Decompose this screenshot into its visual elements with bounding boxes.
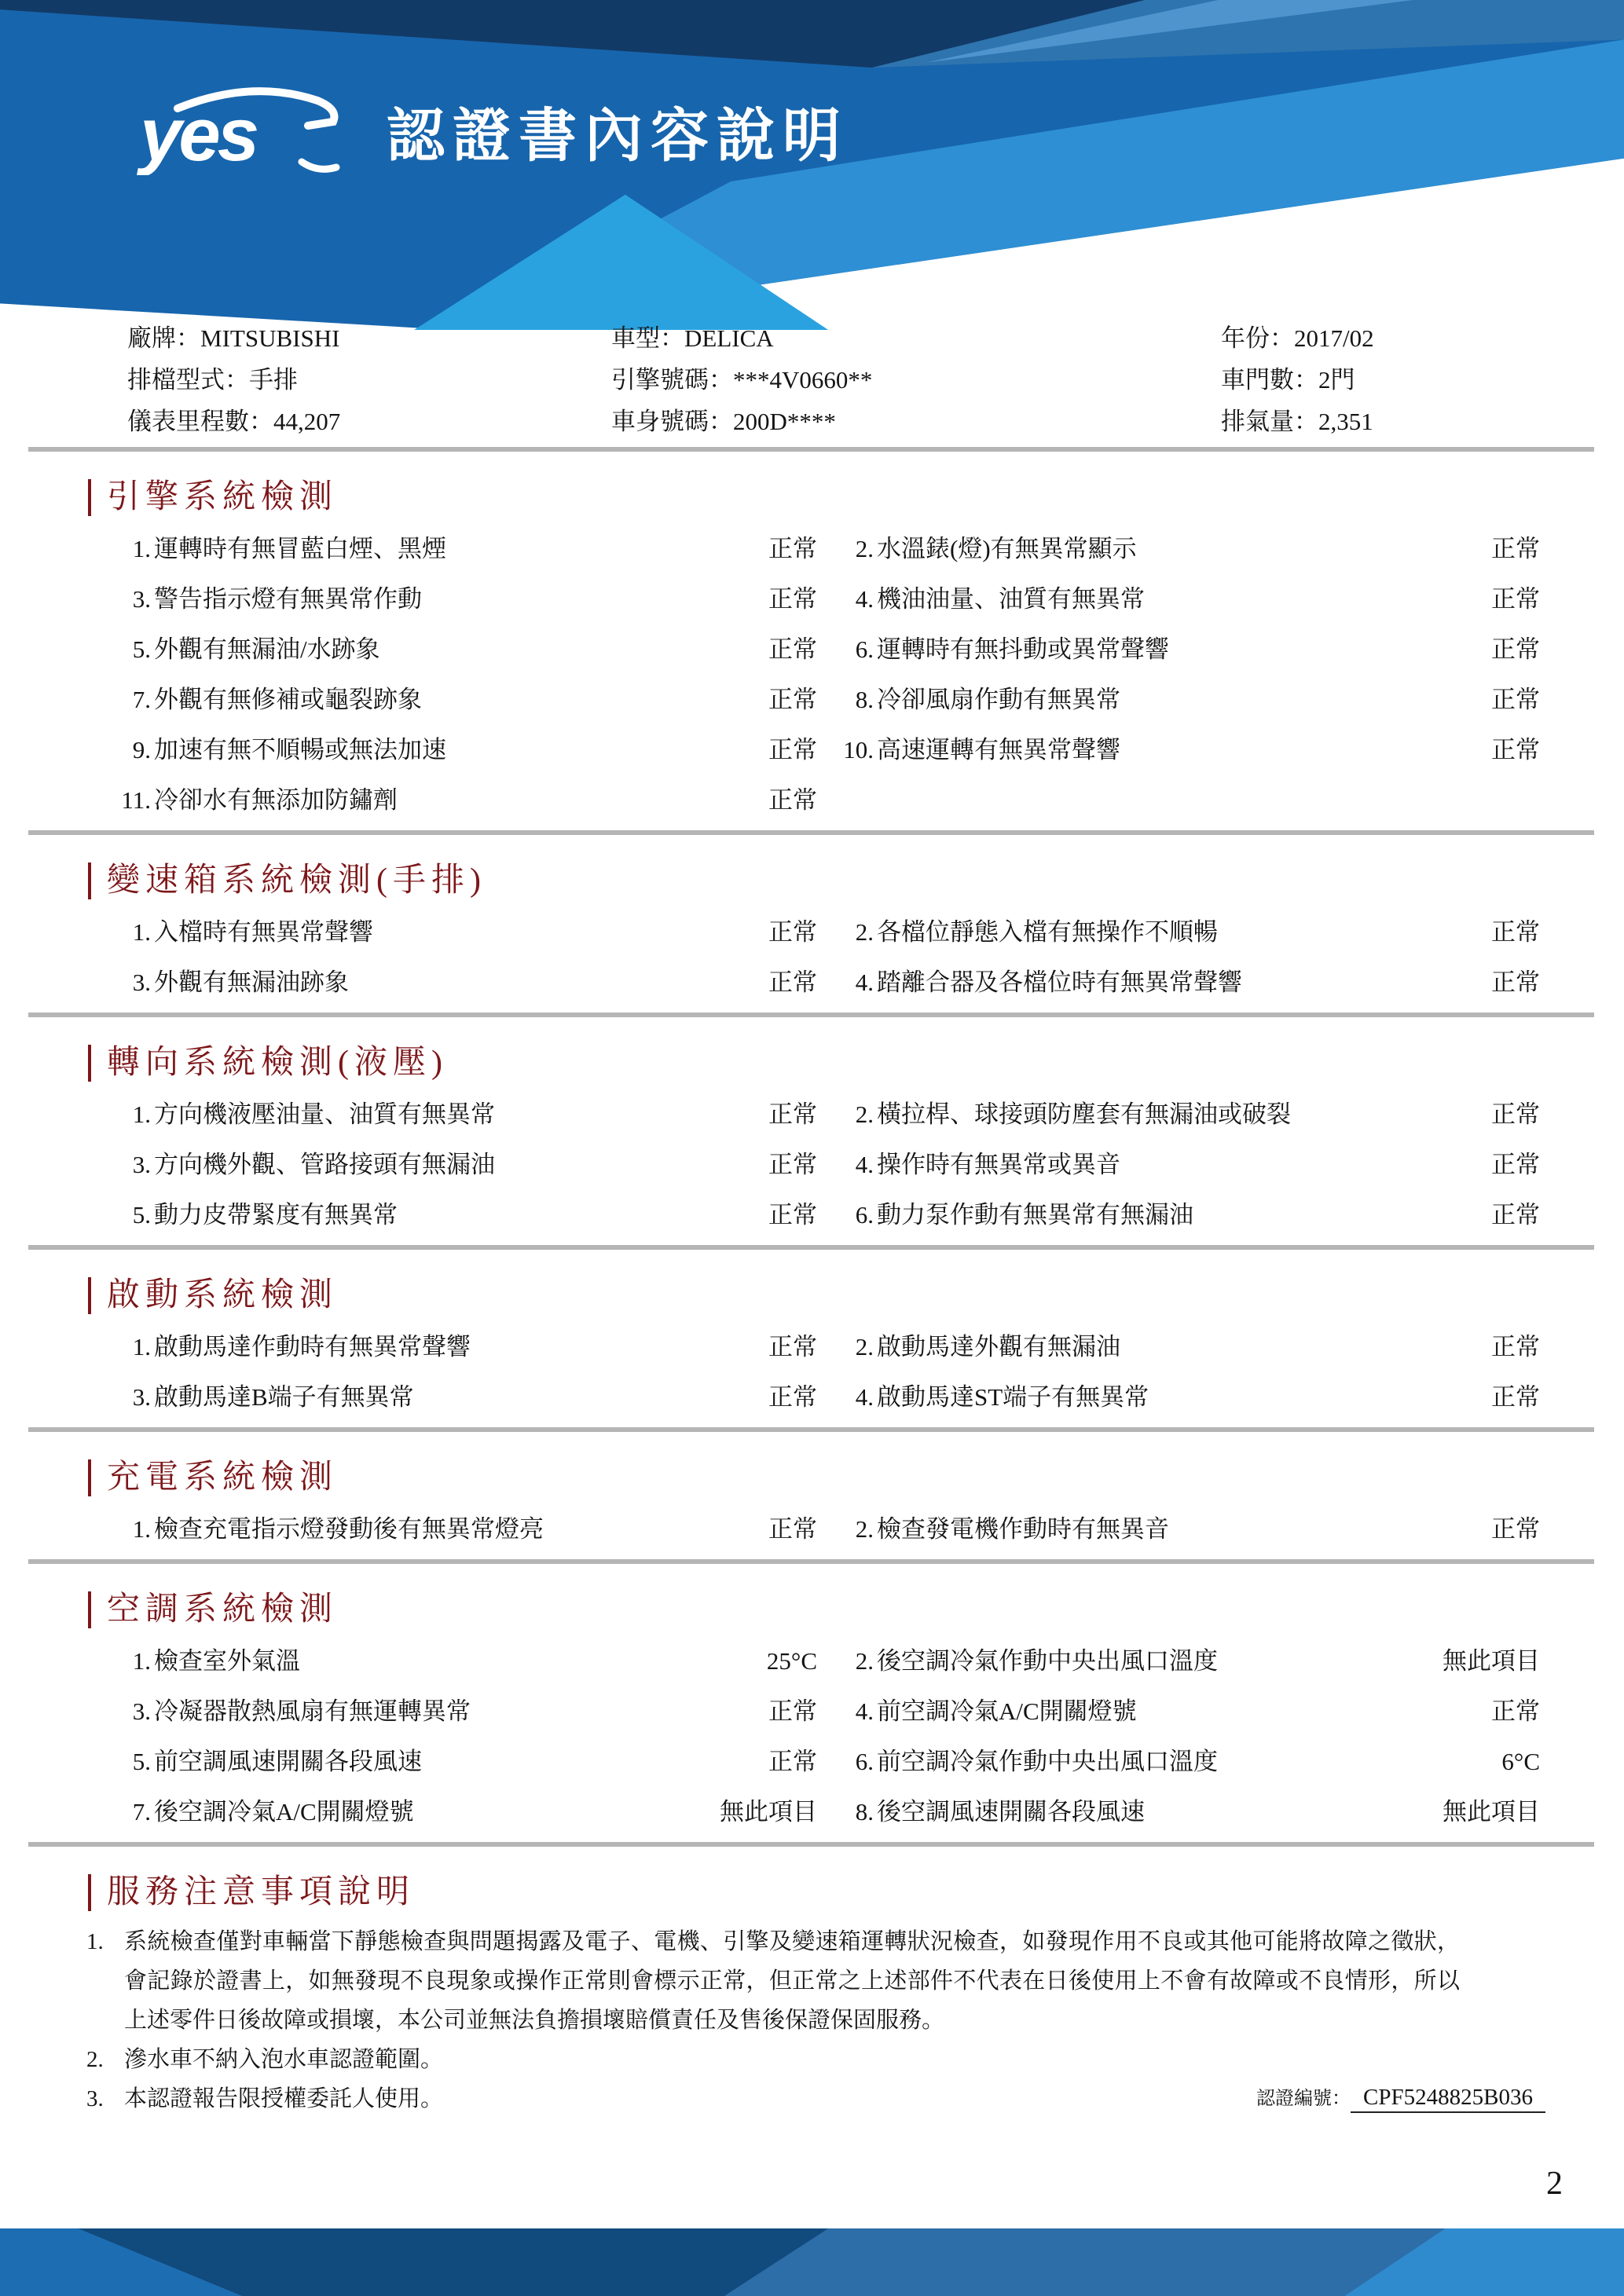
info-label: 車型: [611, 324, 660, 352]
info-value: 200D****: [733, 408, 836, 435]
item-status: 正常: [1491, 1383, 1540, 1411]
inspection-row: [0, 1372, 1624, 1423]
item-number: 9.: [132, 736, 151, 764]
inspection-item: [110, 1737, 817, 1787]
item-status: 正常: [768, 969, 817, 996]
inspection-item: [110, 958, 817, 1008]
item-text: 冷凝器散熱風扇有無運轉異常: [154, 1697, 471, 1725]
item-number: 4.: [855, 1383, 874, 1411]
divider: [28, 447, 1594, 452]
info-label: 車身號碼: [611, 408, 709, 435]
section-items: [0, 907, 1624, 1008]
section-heading: [88, 859, 1624, 903]
item-text: 後空調冷氣A/C開關燈號: [154, 1798, 414, 1825]
inspection-item: [833, 958, 1540, 1008]
info-label: 年份: [1221, 324, 1270, 352]
certificate-number: CPF5248825B036: [1351, 2085, 1545, 2113]
item-status: 正常: [768, 1333, 817, 1360]
section-heading: [88, 475, 1624, 519]
inspection-row: [0, 958, 1624, 1008]
info-separator: ：: [249, 408, 273, 435]
item-status: 正常: [768, 1100, 817, 1128]
item-text: 警告指示燈有無異常作動: [154, 585, 422, 613]
item-status: 正常: [1491, 1201, 1540, 1229]
info-label: 車門數: [1221, 366, 1294, 394]
item-text: 動力皮帶緊度有無異常: [154, 1201, 398, 1229]
item-number: 5.: [132, 1201, 151, 1229]
logo-text: yes: [140, 93, 257, 175]
inspection-item: [110, 524, 817, 574]
section-items: [0, 1322, 1624, 1423]
inspection-item: [110, 675, 817, 725]
item-text: 檢查室外氣溫: [154, 1647, 300, 1675]
item-number: 4.: [855, 969, 874, 996]
inspection-item: [833, 1636, 1540, 1686]
item-status: 正常: [1491, 686, 1540, 713]
section-heading: [88, 1587, 1624, 1631]
item-status: 正常: [1491, 1515, 1540, 1543]
divider: [28, 1842, 1594, 1847]
inspection-item: [110, 1372, 817, 1423]
info-value: 2,351: [1318, 408, 1373, 435]
item-text: 水溫錶(燈)有無異常顯示: [877, 535, 1137, 562]
item-status: 正常: [768, 918, 817, 946]
vehicle-info-cell: [1221, 317, 1624, 359]
item-text: 前空調風速開關各段風速: [154, 1748, 422, 1775]
item-number: 6.: [855, 635, 874, 663]
info-separator: ：: [660, 324, 684, 352]
item-number: 1.: [132, 1100, 151, 1128]
info-separator: ：: [1294, 408, 1318, 435]
section-items: [0, 1504, 1624, 1554]
item-number: 1.: [132, 1515, 151, 1543]
item-status: 正常: [1491, 1100, 1540, 1128]
inspection-item: [833, 725, 1540, 775]
item-text: 外觀有無漏油/水跡象: [154, 635, 380, 663]
page-title: 認證書內容說明: [387, 103, 849, 168]
item-text: 檢查發電機作動時有無異音: [877, 1515, 1169, 1543]
item-text: 運轉時有無冒藍白煙、黑煙: [154, 535, 446, 562]
item-text: 前空調冷氣A/C開關燈號: [877, 1697, 1137, 1725]
item-number: 1.: [132, 535, 151, 562]
item-status: 正常: [768, 686, 817, 713]
section-bar: [88, 862, 91, 899]
vehicle-info-row: [127, 401, 1624, 442]
note-item: [86, 2040, 1624, 2079]
inspection-item: [833, 775, 1540, 826]
info-value: 2017/02: [1294, 324, 1374, 352]
vehicle-info-row: [127, 317, 1624, 359]
inspection-row: [0, 675, 1624, 725]
section-items: [0, 524, 1624, 826]
item-text: 運轉時有無抖動或異常聲響: [877, 635, 1169, 663]
item-number: 8.: [855, 686, 874, 713]
info-value: MITSUBISHI: [200, 324, 340, 352]
note-number: 2.: [86, 2047, 104, 2072]
item-number: 4.: [855, 1151, 874, 1178]
section-title: 空調系統檢測: [107, 1591, 339, 1628]
item-status: 正常: [1491, 736, 1540, 764]
item-number: 3.: [132, 969, 151, 996]
inspection-row: [0, 1737, 1624, 1787]
inspection-item: [833, 1140, 1540, 1190]
divider: [28, 1427, 1594, 1432]
inspection-item: [833, 1190, 1540, 1240]
inspection-item: [110, 1636, 817, 1686]
item-number: 3.: [132, 1151, 151, 1178]
item-text: 後空調風速開關各段風速: [877, 1798, 1145, 1825]
section-title: 變速箱系統檢測(手排): [107, 862, 486, 899]
section-items: [0, 1636, 1624, 1837]
inspection-item: [110, 725, 817, 775]
info-separator: ：: [225, 366, 249, 394]
info-label: 儀表里程數: [127, 408, 249, 435]
vehicle-info-cell: [611, 359, 1221, 401]
item-number: 10.: [843, 736, 874, 764]
item-status: 無此項目: [1443, 1798, 1540, 1825]
item-status: 正常: [768, 1748, 817, 1775]
inspection-row: [0, 1322, 1624, 1372]
info-label: 排氣量: [1221, 408, 1294, 435]
item-text: 前空調冷氣作動中央出風口溫度: [877, 1748, 1218, 1775]
section-bar: [88, 1277, 91, 1314]
item-number: 5.: [132, 635, 151, 663]
vehicle-info-cell: [127, 359, 611, 401]
inspection-item: [833, 907, 1540, 958]
info-separator: ：: [176, 324, 200, 352]
info-separator: ：: [1294, 366, 1318, 394]
item-text: 方向機外觀、管路接頭有無漏油: [154, 1151, 495, 1178]
inspection-row: [0, 624, 1624, 675]
inspection-item: [110, 1190, 817, 1240]
item-status: 25°C: [766, 1647, 817, 1675]
item-status: 正常: [1491, 585, 1540, 613]
note-text: 本認證報告限授權委託人使用。: [124, 2086, 444, 2111]
inspection-row: [0, 1686, 1624, 1737]
inspection-item: [833, 1322, 1540, 1372]
item-text: 啟動馬達外觀有無漏油: [877, 1333, 1120, 1360]
section-heading: [88, 1041, 1624, 1085]
item-text: 後空調冷氣作動中央出風口溫度: [877, 1647, 1218, 1675]
item-text: 高速運轉有無異常聲響: [877, 736, 1120, 764]
inspection-row: [0, 1787, 1624, 1837]
item-status: 正常: [768, 786, 817, 814]
item-number: 4.: [855, 1697, 874, 1725]
item-text: 加速有無不順暢或無法加速: [154, 736, 446, 764]
divider: [28, 1245, 1594, 1250]
certificate-label: 認證編號：: [1256, 2089, 1351, 2109]
info-separator: ：: [709, 366, 733, 394]
note-number: 1.: [86, 1929, 104, 1954]
inspection-item: [833, 1372, 1540, 1423]
inspection-row: [0, 1089, 1624, 1140]
vehicle-info-cell: [1221, 401, 1624, 442]
inspection-item: [110, 1787, 817, 1837]
info-value: ***4V0660**: [733, 366, 873, 394]
vehicle-info-cell: [1221, 359, 1624, 401]
vehicle-info-cell: [127, 401, 611, 442]
section-title: 啟動系統檢測: [107, 1277, 339, 1313]
item-status: 正常: [768, 1151, 817, 1178]
inspection-row: [0, 1190, 1624, 1240]
divider: [28, 830, 1594, 835]
info-label: 廠牌: [127, 324, 176, 352]
item-number: 2.: [855, 1333, 874, 1360]
item-status: 無此項目: [1443, 1647, 1540, 1675]
section-title: 轉向系統檢測(液壓): [107, 1045, 448, 1081]
item-status: 正常: [768, 1383, 817, 1411]
section-heading: [88, 1273, 1624, 1317]
inspection-row: [0, 574, 1624, 624]
inspection-row: [0, 775, 1624, 826]
inspection-item: [833, 1787, 1540, 1837]
inspection-item: [833, 1737, 1540, 1787]
item-text: 啟動馬達作動時有無異常聲響: [154, 1333, 471, 1360]
item-text: 檢查充電指示燈發動後有無異常燈亮: [154, 1515, 544, 1543]
item-status: 正常: [768, 535, 817, 562]
info-separator: ：: [1270, 324, 1294, 352]
item-number: 6.: [855, 1201, 874, 1229]
info-value: DELICA: [684, 324, 774, 352]
item-text: 啟動馬達ST端子有無異常: [877, 1383, 1149, 1411]
section-heading: [88, 1456, 1624, 1500]
inspection-row: [0, 907, 1624, 958]
note-text: 滲水車不納入泡水車認證範圍。: [124, 2047, 444, 2072]
section-bar: [88, 1874, 91, 1911]
item-status: 正常: [768, 1697, 817, 1725]
section-title: 引擎系統檢測: [107, 479, 339, 515]
item-status: 正常: [768, 1201, 817, 1229]
inspection-item: [110, 624, 817, 675]
item-text: 外觀有無修補或龜裂跡象: [154, 686, 422, 713]
item-text: 入檔時有無異常聲響: [154, 918, 373, 946]
item-number: 6.: [855, 1748, 874, 1775]
item-text: 機油油量、油質有無異常: [877, 585, 1145, 613]
item-status: 正常: [768, 1515, 817, 1543]
inspection-item: [833, 675, 1540, 725]
info-value: 手排: [249, 366, 298, 394]
section-bar: [88, 1045, 91, 1082]
inspection-item: [110, 1322, 817, 1372]
info-separator: ：: [709, 408, 733, 435]
section-title: 充電系統檢測: [107, 1459, 339, 1496]
inspection-item: [833, 574, 1540, 624]
note-text: 系統檢查僅對車輛當下靜態檢查與問題揭露及電子、電機、引擎及變速箱運轉狀況檢查，如發現作用不良或其他可能將故障之徵狀，會記錄於證書上，如無發現不良現象或操作正常則會標示正常，但正常之上述部件不代表在日後使用上不會有故障或不良情形，所以上述零件日後故障或損壞，本公司並無法負擔損壞賠償責任及售後保證保固服務。: [124, 1929, 1460, 2033]
item-text: 啟動馬達B端子有無異常: [154, 1383, 414, 1411]
vehicle-info: [0, 317, 1624, 442]
item-status: 正常: [1491, 969, 1540, 996]
divider: [28, 1013, 1594, 1017]
item-number: 3.: [132, 1383, 151, 1411]
inspection-item: [110, 1089, 817, 1140]
inspection-item: [110, 1686, 817, 1737]
certificate-number-line: [1256, 2082, 1545, 2115]
item-number: 2.: [855, 918, 874, 946]
notes-title: 服務注意事項說明: [107, 1874, 416, 1910]
item-status: 正常: [1491, 535, 1540, 562]
item-number: 1.: [132, 918, 151, 946]
item-number: 2.: [855, 1515, 874, 1543]
inspection-row: [0, 1140, 1624, 1190]
item-status: 正常: [1491, 635, 1540, 663]
item-status: 正常: [1491, 1697, 1540, 1725]
item-number: 1.: [132, 1333, 151, 1360]
vehicle-info-cell: [611, 401, 1221, 442]
inspection-item: [110, 907, 817, 958]
item-status: 正常: [768, 736, 817, 764]
inspection-item: [110, 1504, 817, 1554]
item-status: 6°C: [1501, 1748, 1540, 1775]
item-number: 8.: [855, 1798, 874, 1825]
page-number: 2: [1546, 2166, 1563, 2202]
inspection-row: [0, 725, 1624, 775]
item-text: 橫拉桿、球接頭防塵套有無漏油或破裂: [877, 1100, 1291, 1128]
info-value: 44,207: [273, 408, 341, 435]
info-value: 2門: [1318, 366, 1355, 394]
section-bar: [88, 1591, 91, 1628]
item-number: 2.: [855, 1647, 874, 1675]
item-status: 正常: [1491, 1151, 1540, 1178]
divider: [28, 1559, 1594, 1564]
note-number: 3.: [86, 2086, 104, 2111]
item-status: 正常: [768, 635, 817, 663]
inspection-item: [110, 574, 817, 624]
item-number: 1.: [132, 1647, 151, 1675]
item-number: 2.: [855, 535, 874, 562]
item-text: 動力泵作動有無異常有無漏油: [877, 1201, 1193, 1229]
item-number: 2.: [855, 1100, 874, 1128]
inspection-item: [833, 1686, 1540, 1737]
inspection-item: [110, 1140, 817, 1190]
section-bar: [88, 1459, 91, 1496]
item-number: 5.: [132, 1748, 151, 1775]
item-status: 正常: [1491, 1333, 1540, 1360]
item-status: 無此項目: [720, 1798, 817, 1825]
vehicle-info-cell: [127, 317, 611, 359]
item-text: 各檔位靜態入檔有無操作不順暢: [877, 918, 1218, 946]
item-text: 外觀有無漏油跡象: [154, 969, 349, 996]
inspection-item: [833, 624, 1540, 675]
inspection-item: [110, 775, 817, 826]
item-number: 3.: [132, 585, 151, 613]
item-text: 方向機液壓油量、油質有無異常: [154, 1100, 495, 1128]
notes-heading: [88, 1870, 1624, 1914]
item-number: 4.: [855, 585, 874, 613]
inspection-row: [0, 1636, 1624, 1686]
info-label: 排檔型式: [127, 366, 225, 394]
item-text: 操作時有無異常或異音: [877, 1151, 1120, 1178]
item-status: 正常: [768, 585, 817, 613]
item-status: 正常: [1491, 918, 1540, 946]
inspection-item: [833, 1089, 1540, 1140]
item-number: 7.: [132, 686, 151, 713]
inspection-row: [0, 1504, 1624, 1554]
section-bar: [88, 479, 91, 516]
note-item: [86, 1922, 1624, 2040]
item-text: 冷卻風扇作動有無異常: [877, 686, 1120, 713]
inspection-row: [0, 524, 1624, 574]
item-number: 3.: [132, 1697, 151, 1725]
item-text: 踏離合器及各檔位時有無異常聲響: [877, 969, 1242, 996]
info-label: 引擎號碼: [611, 366, 709, 394]
section-items: [0, 1089, 1624, 1240]
item-number: 7.: [132, 1798, 151, 1825]
item-number: 11.: [121, 786, 151, 814]
sections: [0, 475, 1624, 1847]
inspection-item: [833, 1504, 1540, 1554]
vehicle-info-cell: [611, 317, 1221, 359]
vehicle-info-row: [127, 359, 1624, 401]
item-text: 冷卻水有無添加防鏽劑: [154, 786, 398, 814]
inspection-item: [833, 524, 1540, 574]
